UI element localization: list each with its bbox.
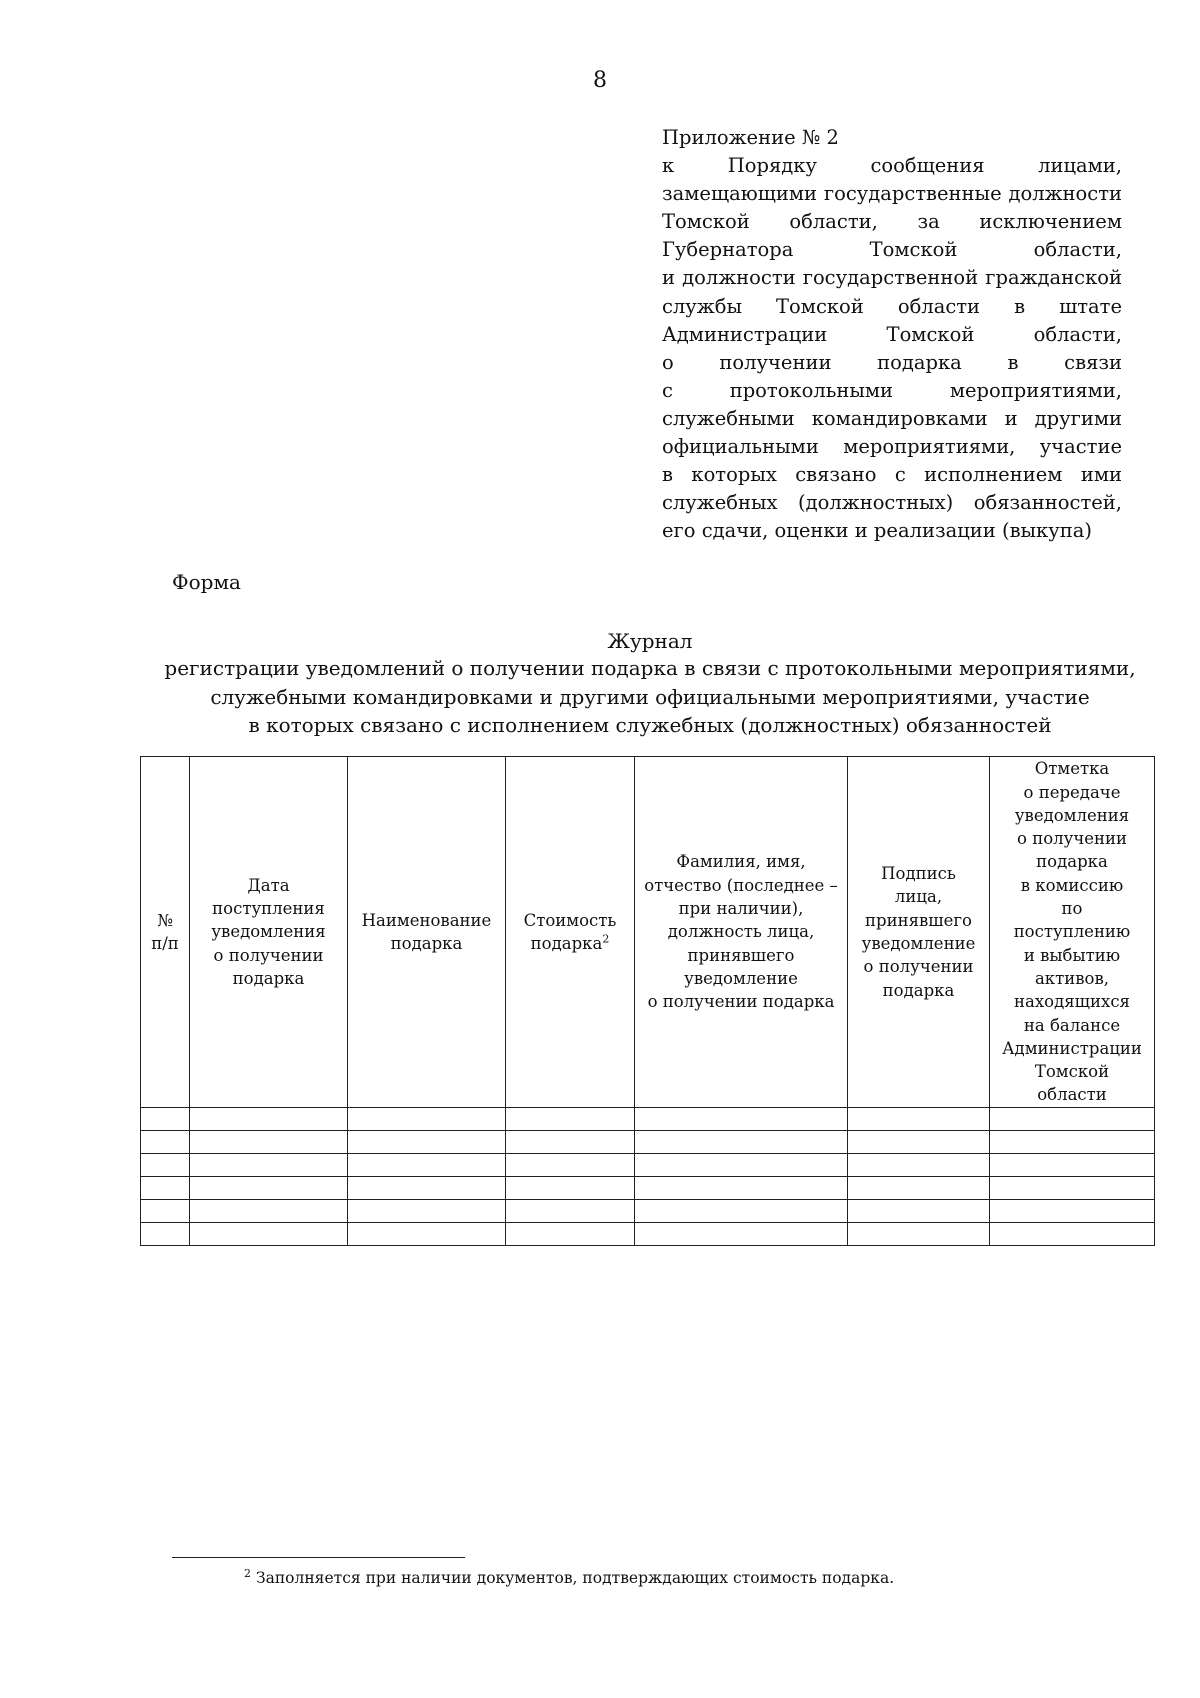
table-cell[interactable] — [190, 1177, 348, 1200]
table-row — [141, 1131, 1155, 1154]
footnote-divider — [172, 1557, 465, 1558]
header-receipt-date: Дата поступления уведомления о получении подарка — [190, 757, 348, 1108]
table-cell[interactable] — [848, 1108, 990, 1131]
appendix-line: в которых связано с исполнением ими — [662, 463, 1122, 487]
footnote-number: 2 — [244, 1566, 251, 1580]
table-cell[interactable] — [990, 1223, 1155, 1246]
table-cell[interactable] — [506, 1131, 635, 1154]
table-cell[interactable] — [141, 1131, 190, 1154]
journal-subtitle — [0, 654, 1200, 740]
footnote-text: Заполняется при наличии документов, подтверждающих стоимость подарка. — [255, 1569, 895, 1587]
header-recipient-signature: Подпись лица, принявшего уведомление о получении подарка — [848, 757, 990, 1108]
journal-subtitle-line: служебными командировками и другими официальными мероприятиями, участие — [210, 684, 1090, 709]
table-cell[interactable] — [990, 1108, 1155, 1131]
table-cell[interactable] — [990, 1200, 1155, 1223]
footnote-mark: 2 — [602, 932, 610, 946]
table-cell[interactable] — [348, 1108, 506, 1131]
table-cell[interactable] — [635, 1154, 848, 1177]
appendix-line: к Порядку сообщения лицами, — [662, 154, 1122, 178]
appendix-line: с протокольными мероприятиями, — [662, 378, 1122, 402]
table-cell[interactable] — [506, 1108, 635, 1131]
table-cell[interactable] — [635, 1108, 848, 1131]
table-cell[interactable] — [141, 1200, 190, 1223]
header-recipient-name: Фамилия, имя, отчество (последнее – при наличии), должность лица, принявшего уведомление о получении подарка — [635, 757, 848, 1108]
appendix-line: официальными мероприятиями, участие — [662, 435, 1122, 459]
table-row — [141, 1223, 1155, 1246]
table-cell[interactable] — [506, 1154, 635, 1177]
table-cell[interactable] — [348, 1200, 506, 1223]
table-cell[interactable] — [190, 1131, 348, 1154]
table-cell[interactable] — [635, 1223, 848, 1246]
appendix-line: его сдачи, оценки и реализации (выкупа) — [662, 519, 1092, 543]
table-cell[interactable] — [190, 1108, 348, 1131]
appendix-line: Администрации Томской области, — [662, 322, 1122, 346]
table-cell[interactable] — [141, 1177, 190, 1200]
table-cell[interactable] — [190, 1154, 348, 1177]
table-cell[interactable] — [348, 1131, 506, 1154]
table-cell[interactable] — [990, 1154, 1155, 1177]
table-cell[interactable] — [190, 1200, 348, 1223]
journal-subtitle-line: в которых связано с исполнением служебных (должностных) обязанностей — [248, 713, 1052, 737]
table-cell[interactable] — [848, 1177, 990, 1200]
table-row — [141, 1154, 1155, 1177]
form-label: Форма — [172, 570, 241, 594]
table-cell[interactable] — [506, 1223, 635, 1246]
appendix-line: замещающими государственные должности — [662, 182, 1122, 206]
appendix-line: Томской области, за исключением — [662, 210, 1122, 234]
table-cell[interactable] — [848, 1154, 990, 1177]
table-cell[interactable] — [990, 1177, 1155, 1200]
table-cell[interactable] — [848, 1200, 990, 1223]
appendix-line: служебных (должностных) обязанностей, — [662, 491, 1122, 515]
table-cell[interactable] — [635, 1177, 848, 1200]
appendix-line: служебными командировками и другими — [662, 406, 1122, 430]
journal-subtitle-line: регистрации уведомлений о получении подарка в связи с протокольными мероприятиями, — [164, 656, 1136, 680]
appendix-title: Приложение № 2 — [662, 126, 839, 149]
header-number: № п/п — [141, 757, 190, 1108]
header-gift-cost: Стоимость подарка$^2$ — [506, 757, 635, 1108]
appendix-line: о получении подарка в связи — [662, 350, 1122, 374]
appendix-line: Губернатора Томской области, — [662, 238, 1122, 262]
table-cell[interactable] — [635, 1200, 848, 1223]
header-transfer-mark: Отметка о передаче уведомления о получении подарка в комиссию по поступлению и выбытию активов, находящихся на балансе Администрации Томской области — [990, 757, 1155, 1108]
appendix-line: и должности государственной гражданской — [662, 266, 1122, 290]
appendix-header — [662, 124, 1122, 545]
header-gift-name: Наименование подарка — [348, 757, 506, 1108]
table-cell[interactable] — [848, 1223, 990, 1246]
table-cell[interactable] — [190, 1223, 348, 1246]
table-cell[interactable] — [635, 1131, 848, 1154]
table-cell[interactable] — [141, 1154, 190, 1177]
table-header-row — [141, 757, 1155, 1108]
table-cell[interactable] — [348, 1223, 506, 1246]
table-cell[interactable] — [348, 1177, 506, 1200]
table-cell[interactable] — [848, 1131, 990, 1154]
page-number: 8 — [593, 68, 607, 93]
table-row — [141, 1177, 1155, 1200]
journal-title: Журнал — [607, 629, 693, 653]
table-cell[interactable] — [141, 1108, 190, 1131]
journal-table — [140, 756, 1155, 1246]
appendix-line: службы Томской области в штате — [662, 294, 1122, 318]
table-row — [141, 1200, 1155, 1223]
table-cell[interactable] — [506, 1200, 635, 1223]
table-cell[interactable] — [348, 1154, 506, 1177]
footnote — [244, 1568, 894, 1588]
table-cell[interactable] — [141, 1223, 190, 1246]
table-row — [141, 1108, 1155, 1131]
table-cell[interactable] — [990, 1131, 1155, 1154]
table-cell[interactable] — [506, 1177, 635, 1200]
